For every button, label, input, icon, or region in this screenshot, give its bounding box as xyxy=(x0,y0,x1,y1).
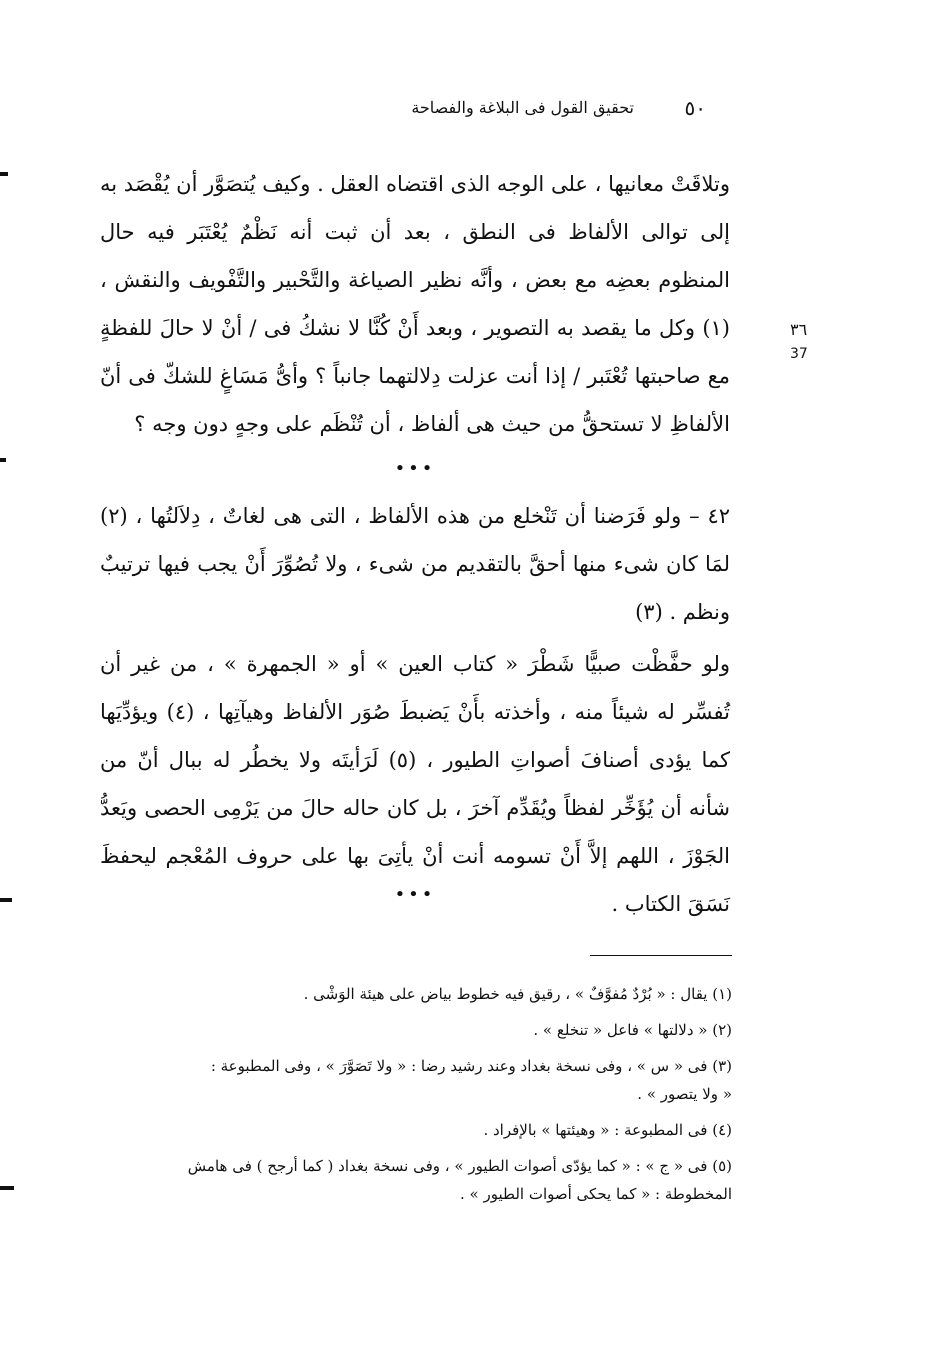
margin-reference-arabic: ٣٦ xyxy=(790,320,808,339)
footnote-3-text: (٣) فى « س » ، وفى نسخة بغداد وعند رشيد رضا : « ولا تَصَوَّرَ » ، وفى المطبوعة : xyxy=(210,1057,732,1075)
footnotes xyxy=(100,980,732,1216)
footnote-3 xyxy=(100,1052,732,1108)
running-title: تحقيق القول فى البلاغة والفصاحة xyxy=(411,98,634,117)
footnote-divider xyxy=(590,955,732,956)
scan-edge-mark xyxy=(0,172,8,176)
footnote-5 xyxy=(100,1152,732,1208)
paragraph-2: ٤٢ – ولو فَرَضنا أن تَنْخلع من هذه الألفاظ ، التى هى لغاتٌ ، دِلاَلتُها ، (٢) لمَا كان شىء منها أحقَّ بالتقديم من شىء ، ولا تُصُوِّرَ أَنْ يجب فيها ترتيبٌ ونظم . (٣) xyxy=(100,504,730,624)
paragraph-3: ولو حفَّظْت صبيًّا شَطْرَ « كتاب العين » أو « الجمهرة » ، من غير أن تُفسِّر له شيئاً منه ، وأخذته بأَنْ يَضبطَ صُوَر الألفاظ وهيآتِها ، (٤) ويؤدِّيَها كما يؤدى أصنافَ أصواتِ الطيور ، (٥) لَرَأيتَه ولا يخطُر له ببال أنّ من شأنه أن يُؤَخِّر لفظاً ويُقَدِّم آخرَ ، بل كان حاله حالَ من يَرْمِى الحصى ويَعدُّ الجَوْزَ ، اللهم إلاَّ أَنْ تسومه أنت أنْ يأتِىَ بها على حروف المُعْجم ليحفظَ نَسَقَ الكتاب . xyxy=(100,652,731,916)
footnote-5-text: (٥) فى « ج » : « كما يؤدّى أصوات الطيور » ، وفى نسخة بغداد ( كما أرجح ) فى هامش xyxy=(187,1157,732,1175)
page-number: ٥٠ xyxy=(684,96,706,120)
scan-edge-mark xyxy=(0,458,6,462)
section-separator: ••• xyxy=(394,884,436,905)
page-header xyxy=(0,96,934,126)
scan-edge-mark xyxy=(0,1186,14,1190)
footnote-3-continuation: « ولا يتصور » . xyxy=(637,1085,732,1103)
section-separator: ••• xyxy=(394,458,436,479)
footnote-1: (١) يقال : « بُرْدٌ مُفوَّفٌ » ، رقيق فيه خطوط بياض على هيئة الوَشْى . xyxy=(303,985,732,1003)
footnote-2: (٢) « دلالتها » فاعل « تنخلع » . xyxy=(533,1021,732,1039)
scan-edge-mark xyxy=(0,898,12,902)
margin-reference-latin: 37 xyxy=(790,346,808,362)
paragraph-1: وتلاقَتْ معانيها ، على الوجه الذى اقتضاه العقل . وكيف يُتصَوَّر أن يُقْصَد به إلى توالى الألفاظ فى النطق ، بعد أن ثبت أنه نَظْمٌ يُعْتَبَر فيه حال المنظوم بعضِه مع بعض ، وأنَّه نظير الصياغة والتَّحْبير والتَّفْويف والنقش ، (١) وكل ما يقصد به التصوير ، وبعد أَنْ كُنَّا لا نشكُ فى / أنْ لا حالَ للفظةٍ مع صاحبتها تُعْتَبر / إذا أنت عزلت دِلالتهما جانباً ؟ وأىُّ مَسَاغٍ للشكّ فى أنّ الألفاظِ لا تستحقُّ من حيث هى ألفاظ ، أن تُنْظَم على وجهٍ دون وجه ؟ xyxy=(100,172,730,436)
footnote-4: (٤) فى المطبوعة : « وهيئتها » بالإفراد . xyxy=(483,1121,732,1139)
footnote-5-continuation: المخطوطة : « كما يحكى أصوات الطيور » . xyxy=(460,1185,732,1203)
